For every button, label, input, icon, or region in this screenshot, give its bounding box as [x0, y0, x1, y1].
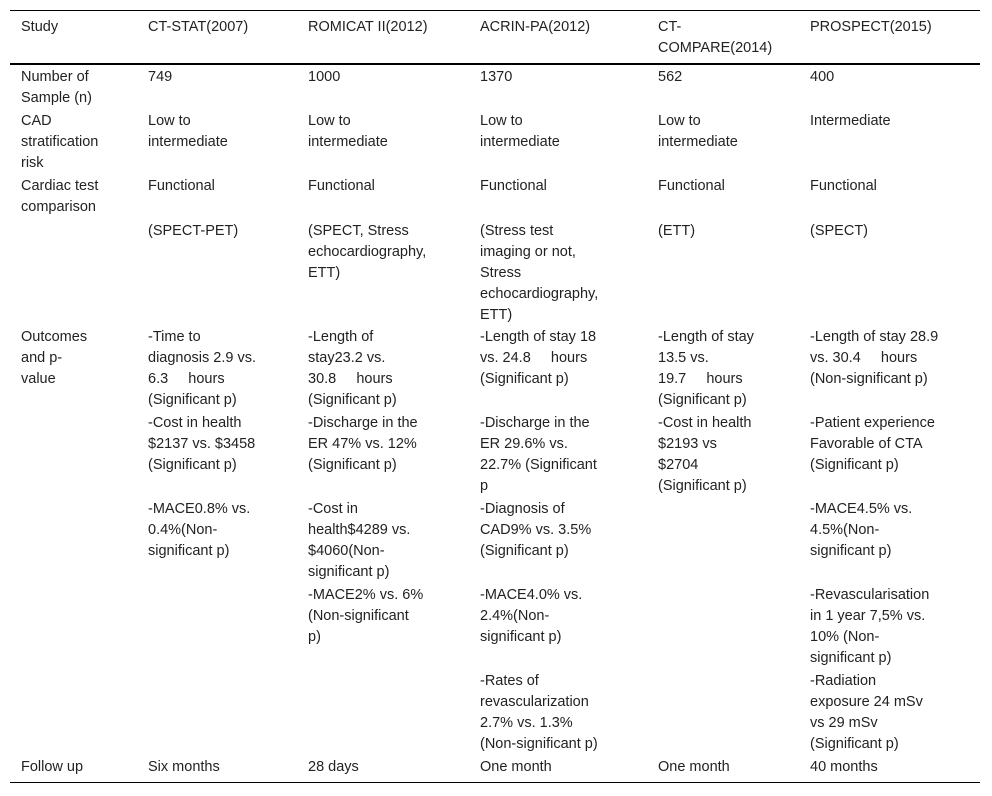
outcome-prospect-a1: -Length of stay 28.9	[810, 329, 939, 345]
header-romicat: ROMICAT II(2012)	[308, 19, 428, 35]
row-label-followup: Follow up	[21, 759, 84, 775]
sample-romicat: 1000	[308, 69, 341, 85]
outcome-prospect-b2: Favorable of CTA	[810, 436, 923, 452]
risk-ct-compare-line1: Low to	[658, 113, 701, 129]
outcome-romicat-a4: (Significant p)	[308, 392, 397, 408]
outcome-ct-stat-c3: significant p)	[148, 543, 230, 559]
outcome-ct-compare-a4: (Significant p)	[658, 392, 747, 408]
cardiac-acrin: Functional	[480, 178, 547, 194]
cardiac-detail-romicat-line2: echocardiography,	[308, 244, 427, 260]
outcome-prospect-b3: (Significant p)	[810, 457, 899, 473]
outcome-prospect-d4: significant p)	[810, 650, 892, 666]
row-label-outcomes-line2: and p-	[21, 350, 63, 366]
cardiac-detail-acrin-line4: echocardiography,	[480, 286, 599, 302]
cardiac-detail-ct-compare: (ETT)	[658, 223, 696, 239]
outcome-romicat-b2: ER 47% vs. 12%	[308, 436, 417, 452]
outcome-ct-compare-a3: 19.7 hours	[658, 371, 743, 387]
cardiac-romicat: Functional	[308, 178, 375, 194]
cardiac-detail-romicat-line3: ETT)	[308, 265, 341, 281]
outcome-prospect-e2: exposure 24 mSv	[810, 694, 923, 710]
outcome-acrin-b1: -Discharge in the	[480, 415, 590, 431]
outcome-romicat-c3: $4060(Non-	[308, 543, 385, 559]
cardiac-detail-acrin-line2: imaging or not,	[480, 244, 576, 260]
outcome-romicat-d3: p)	[308, 629, 321, 645]
risk-ct-compare-line2: intermediate	[658, 134, 738, 150]
row-label-cardiac-line2: comparison	[21, 199, 96, 215]
row-label-sample-line1: Number of	[21, 69, 89, 85]
outcome-romicat-a1: -Length of	[308, 329, 374, 345]
outcome-ct-stat-a2: diagnosis 2.9 vs.	[148, 350, 257, 366]
outcome-acrin-b2: ER 29.6% vs.	[480, 436, 568, 452]
outcome-ct-stat-c1: -MACE0.8% vs.	[148, 501, 251, 517]
sample-prospect: 400	[810, 69, 835, 85]
outcome-ct-compare-a2: 13.5 vs.	[658, 350, 709, 366]
outcome-prospect-e4: (Significant p)	[810, 736, 899, 752]
row-label-cardiac-line1: Cardiac test	[21, 178, 99, 194]
outcome-ct-stat-b1: -Cost in health	[148, 415, 242, 431]
risk-acrin-line1: Low to	[480, 113, 523, 129]
outcome-ct-stat-c2: 0.4%(Non-	[148, 522, 218, 538]
header-study: Study	[21, 19, 59, 35]
outcome-acrin-d2: 2.4%(Non-	[480, 608, 550, 624]
outcome-acrin-d1: -MACE4.0% vs.	[480, 587, 583, 603]
outcome-ct-stat-a3: 6.3 hours	[148, 371, 225, 387]
outcome-ct-compare-b3: $2704	[658, 457, 699, 473]
outcome-acrin-b4: p	[480, 478, 489, 494]
header-bottom-rule	[10, 63, 980, 65]
outcome-ct-stat-a4: (Significant p)	[148, 392, 237, 408]
table-top-rule	[10, 10, 980, 11]
header-ct-stat: CT-STAT(2007)	[148, 19, 249, 35]
followup-romicat: 28 days	[308, 759, 359, 775]
cardiac-detail-acrin-line1: (Stress test	[480, 223, 554, 239]
header-ct-compare-line1: CT-	[658, 19, 682, 35]
outcome-prospect-d3: 10% (Non-	[810, 629, 880, 645]
sample-ct-stat: 749	[148, 69, 173, 85]
followup-ct-stat: Six months	[148, 759, 220, 775]
risk-romicat-line1: Low to	[308, 113, 351, 129]
outcome-acrin-e1: -Rates of	[480, 673, 539, 689]
risk-romicat-line2: intermediate	[308, 134, 388, 150]
outcome-romicat-b1: -Discharge in the	[308, 415, 418, 431]
outcome-romicat-c1: -Cost in	[308, 501, 358, 517]
cardiac-ct-stat: Functional	[148, 178, 215, 194]
outcome-prospect-a2: vs. 30.4 hours	[810, 350, 918, 366]
row-label-risk-line3: risk	[21, 155, 44, 171]
outcome-acrin-a3: (Significant p)	[480, 371, 569, 387]
risk-ct-stat-line2: intermediate	[148, 134, 228, 150]
header-acrin-pa: ACRIN-PA(2012)	[480, 19, 591, 35]
outcome-ct-compare-b4: (Significant p)	[658, 478, 747, 494]
row-label-outcomes-line1: Outcomes	[21, 329, 88, 345]
table-bottom-rule	[10, 782, 980, 783]
row-label-sample-line2: Sample (n)	[21, 90, 92, 106]
followup-prospect: 40 months	[810, 759, 878, 775]
outcome-acrin-a2: vs. 24.8 hours	[480, 350, 588, 366]
row-label-risk-line1: CAD	[21, 113, 52, 129]
outcome-romicat-a2: stay23.2 vs.	[308, 350, 386, 366]
outcome-ct-stat-b3: (Significant p)	[148, 457, 237, 473]
outcome-ct-compare-b1: -Cost in health	[658, 415, 752, 431]
risk-acrin-line2: intermediate	[480, 134, 560, 150]
outcome-acrin-b3: 22.7% (Significant	[480, 457, 597, 473]
outcome-acrin-e4: (Non-significant p)	[480, 736, 598, 752]
cardiac-ct-compare: Functional	[658, 178, 725, 194]
followup-ct-compare: One month	[658, 759, 730, 775]
cardiac-detail-acrin-line5: ETT)	[480, 307, 513, 323]
risk-prospect: Intermediate	[810, 113, 891, 129]
header-ct-compare-line2: COMPARE(2014)	[658, 40, 773, 56]
header-prospect: PROSPECT(2015)	[810, 19, 932, 35]
outcome-acrin-d3: significant p)	[480, 629, 562, 645]
outcome-prospect-c3: significant p)	[810, 543, 892, 559]
cardiac-detail-acrin-line3: Stress	[480, 265, 522, 281]
outcome-romicat-d2: (Non-significant	[308, 608, 409, 624]
row-label-risk-line2: stratification	[21, 134, 99, 150]
outcome-acrin-c3: (Significant p)	[480, 543, 569, 559]
outcome-acrin-c1: -Diagnosis of	[480, 501, 565, 517]
outcome-acrin-c2: CAD9% vs. 3.5%	[480, 522, 592, 538]
row-label-outcomes-line3: value	[21, 371, 56, 387]
outcome-acrin-e3: 2.7% vs. 1.3%	[480, 715, 573, 731]
cardiac-detail-ct-stat: (SPECT-PET)	[148, 223, 239, 239]
outcome-prospect-a3: (Non-significant p)	[810, 371, 928, 387]
outcome-romicat-c4: significant p)	[308, 564, 390, 580]
outcome-romicat-d1: -MACE2% vs. 6%	[308, 587, 424, 603]
outcome-prospect-c1: -MACE4.5% vs.	[810, 501, 913, 517]
cardiac-prospect: Functional	[810, 178, 877, 194]
outcome-romicat-b3: (Significant p)	[308, 457, 397, 473]
outcome-ct-stat-a1: -Time to	[148, 329, 201, 345]
outcome-prospect-e3: vs 29 mSv	[810, 715, 878, 731]
sample-ct-compare: 562	[658, 69, 683, 85]
outcome-prospect-e1: -Radiation	[810, 673, 877, 689]
outcome-romicat-a3: 30.8 hours	[308, 371, 393, 387]
risk-ct-stat-line1: Low to	[148, 113, 191, 129]
outcome-ct-stat-b2: $2137 vs. $3458	[148, 436, 256, 452]
outcome-prospect-d2: in 1 year 7,5% vs.	[810, 608, 926, 624]
cardiac-detail-romicat-line1: (SPECT, Stress	[308, 223, 409, 239]
outcome-prospect-d1: -Revascularisation	[810, 587, 930, 603]
outcome-prospect-c2: 4.5%(Non-	[810, 522, 880, 538]
outcome-ct-compare-a1: -Length of stay	[658, 329, 754, 345]
outcome-acrin-a1: -Length of stay 18	[480, 329, 597, 345]
followup-acrin: One month	[480, 759, 552, 775]
outcome-prospect-b1: -Patient experience	[810, 415, 935, 431]
outcome-acrin-e2: revascularization	[480, 694, 589, 710]
outcome-romicat-c2: health$4289 vs.	[308, 522, 411, 538]
cardiac-detail-prospect: (SPECT)	[810, 223, 868, 239]
sample-acrin-pa: 1370	[480, 69, 513, 85]
outcome-ct-compare-b2: $2193 vs	[658, 436, 717, 452]
